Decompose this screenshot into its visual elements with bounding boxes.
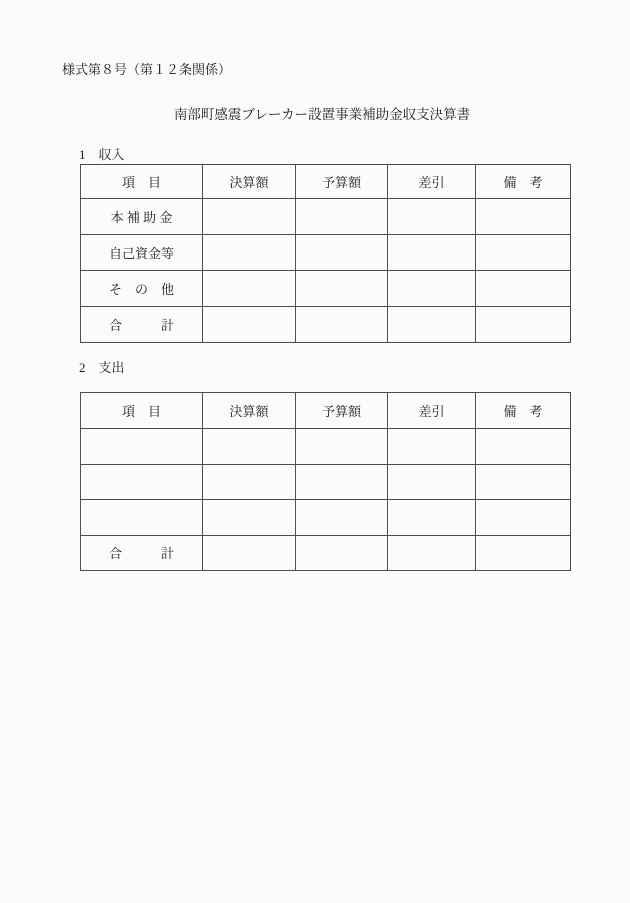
- value-cell[interactable]: [388, 464, 476, 500]
- value-cell[interactable]: [203, 535, 296, 571]
- value-cell[interactable]: [388, 500, 476, 536]
- income-row-total: [81, 307, 571, 343]
- income-row-subsidy: [81, 199, 571, 235]
- value-cell[interactable]: [296, 429, 388, 465]
- expense-row-total: [81, 535, 571, 571]
- income-header-actual: 決算額: [203, 165, 296, 199]
- income-header-budget: 予算額: [296, 165, 388, 199]
- expense-header-actual: 決算額: [203, 393, 296, 429]
- expense-row-1: [81, 429, 571, 465]
- row-label-cell: そ の 他: [81, 271, 203, 307]
- value-cell[interactable]: [203, 199, 296, 235]
- value-cell[interactable]: [203, 307, 296, 343]
- row-label-cell[interactable]: [81, 464, 203, 500]
- value-cell[interactable]: [296, 199, 388, 235]
- value-cell[interactable]: [296, 535, 388, 571]
- value-cell[interactable]: [203, 500, 296, 536]
- value-cell[interactable]: [203, 429, 296, 465]
- income-row-own-funds: [81, 235, 571, 271]
- income-section-heading: 1 収入: [79, 147, 125, 162]
- expense-header-budget: 予算額: [296, 393, 388, 429]
- value-cell[interactable]: [296, 464, 388, 500]
- row-label-cell[interactable]: [81, 429, 203, 465]
- expense-header-diff: 差引: [388, 393, 476, 429]
- value-cell[interactable]: [388, 235, 476, 271]
- value-cell[interactable]: [476, 464, 571, 500]
- value-cell[interactable]: [388, 271, 476, 307]
- value-cell[interactable]: [476, 500, 571, 536]
- value-cell[interactable]: [476, 307, 571, 343]
- income-header-note: 備 考: [476, 165, 571, 199]
- value-cell[interactable]: [203, 271, 296, 307]
- value-cell[interactable]: [476, 535, 571, 571]
- value-cell[interactable]: [388, 307, 476, 343]
- value-cell[interactable]: [476, 199, 571, 235]
- value-cell[interactable]: [203, 464, 296, 500]
- income-header-item: 項 目: [81, 165, 203, 199]
- expense-row-3: [81, 500, 571, 536]
- row-label-cell[interactable]: [81, 500, 203, 536]
- row-label-cell: 本 補 助 金: [81, 199, 203, 235]
- income-header-row: [81, 165, 571, 199]
- form-number: 様式第８号（第１２条関係）: [62, 62, 232, 77]
- row-label-cell: 自己資金等: [81, 235, 203, 271]
- expense-section-heading: 2 支出: [79, 360, 125, 375]
- expense-header-row: [81, 393, 571, 429]
- value-cell[interactable]: [296, 271, 388, 307]
- value-cell[interactable]: [476, 235, 571, 271]
- value-cell[interactable]: [388, 199, 476, 235]
- row-label-cell: 合 計: [81, 307, 203, 343]
- value-cell[interactable]: [296, 235, 388, 271]
- row-label-cell: 合 計: [81, 535, 203, 571]
- value-cell[interactable]: [476, 429, 571, 465]
- value-cell[interactable]: [296, 307, 388, 343]
- expense-table: [80, 392, 571, 571]
- value-cell[interactable]: [388, 429, 476, 465]
- expense-row-2: [81, 464, 571, 500]
- document-title: 南部町感震ブレーカー設置事業補助金収支決算書: [173, 107, 471, 122]
- value-cell[interactable]: [203, 235, 296, 271]
- expense-header-note: 備 考: [476, 393, 571, 429]
- income-row-other: [81, 271, 571, 307]
- value-cell[interactable]: [296, 500, 388, 536]
- income-table: [80, 164, 571, 343]
- expense-header-item: 項 目: [81, 393, 203, 429]
- value-cell[interactable]: [476, 271, 571, 307]
- income-header-diff: 差引: [388, 165, 476, 199]
- value-cell[interactable]: [388, 535, 476, 571]
